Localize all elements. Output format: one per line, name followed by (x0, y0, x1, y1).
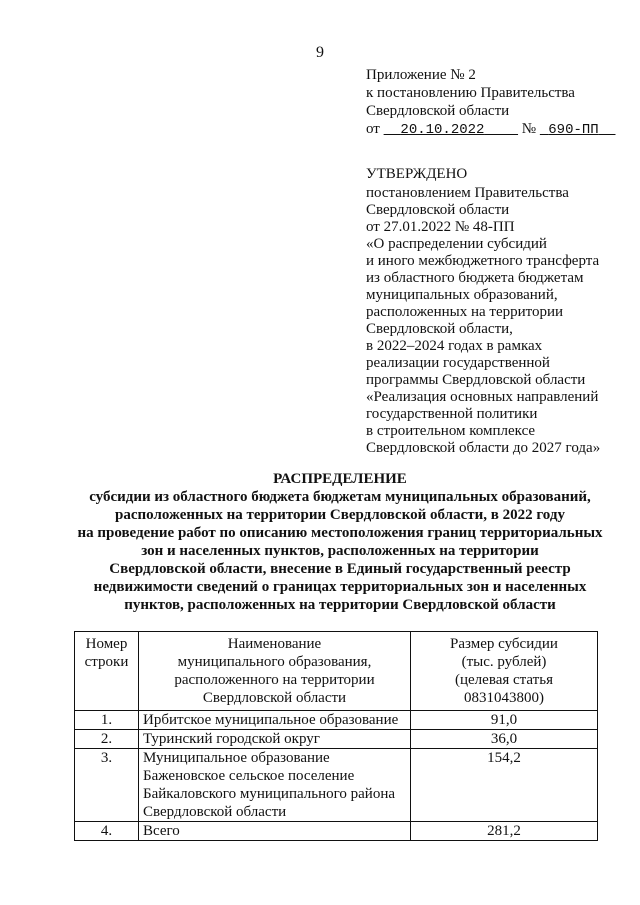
municipality-name-line: Ирбитское муниципальное образование (143, 712, 399, 728)
approved-line: и иного межбюджетного трансферта (366, 253, 600, 269)
subsidy-amount-cell: 281,2 (411, 822, 598, 841)
approved-block (366, 166, 600, 457)
approved-line: из областного бюджета бюджетам (366, 270, 584, 286)
municipality-name-cell (139, 822, 411, 841)
header-text-line: строки (84, 654, 129, 670)
appendix-number-prefix: № (521, 121, 537, 137)
approved-line: «Реализация основных направлений (366, 389, 599, 405)
title-line: расположенных на территории Свердловской области, в 2022 году (115, 507, 565, 523)
approved-line: «О распределении субсидий (366, 236, 547, 252)
approved-line: муниципальных образований, (366, 287, 558, 303)
row-number-cell: 4. (75, 822, 139, 841)
table-header-row (75, 632, 598, 711)
title-line: зон и населенных пунктов, расположенных на территории (141, 543, 539, 559)
appendix-date-prefix: от (366, 121, 380, 137)
appendix-date-line (366, 120, 616, 139)
appendix-number: 690-ПП (548, 122, 599, 138)
title-heading: РАСПРЕДЕЛЕНИЕ (273, 471, 407, 487)
title-line: недвижимости сведений о границах территориальных зон и населенных (93, 579, 587, 595)
approved-line: реализации государственной (366, 355, 550, 371)
approved-line: государственной политики (366, 406, 538, 422)
municipality-name-line: Свердловской области (143, 804, 287, 820)
header-text-line: (тыс. рублей) (461, 654, 547, 670)
approved-line: Свердловской области, (366, 321, 513, 337)
header-municipality-name (139, 632, 411, 711)
municipality-name-cell (139, 711, 411, 730)
municipality-name-cell (139, 749, 411, 822)
header-text-line: расположенного на территории (174, 672, 375, 688)
header-text-line: 0831043800) (464, 690, 544, 706)
appendix-block (366, 66, 616, 139)
row-number-cell: 1. (75, 711, 139, 730)
appendix-line-1: Приложение № 2 (366, 67, 476, 83)
subsidy-amount-cell: 154,2 (411, 749, 598, 822)
table-row (75, 749, 598, 822)
municipality-name-line: Туринский городской округ (143, 731, 320, 747)
table-row (75, 822, 598, 841)
subsidy-amount-cell: 91,0 (411, 711, 598, 730)
document-title (60, 470, 620, 614)
approved-line: расположенных на территории (366, 304, 564, 320)
header-text-line: Размер субсидии (450, 636, 558, 652)
title-line: Свердловской области, внесение в Единый государственный реестр (109, 561, 571, 577)
approved-line: в 2022–2024 годах в рамках (366, 338, 543, 354)
title-line: на проведение работ по описанию местоположения границ территориальных (77, 525, 603, 541)
approved-heading: УТВЕРЖДЕНО (366, 166, 468, 182)
approved-line: Свердловской области до 2027 года» (366, 440, 601, 456)
table-row (75, 730, 598, 749)
distribution-table (74, 631, 598, 841)
municipality-name-line: Байкаловского муниципального района (143, 786, 396, 802)
title-line: пунктов, расположенных на территории Свердловской области (124, 597, 556, 613)
table-body (75, 711, 598, 841)
page-number: 9 (316, 44, 324, 61)
title-lines (60, 488, 620, 614)
approved-line: в строительном комплексе (366, 423, 536, 439)
header-text-line: (целевая статья (455, 672, 553, 688)
header-text-line: Номер (85, 636, 128, 652)
approved-line: постановлением Правительства (366, 185, 569, 201)
row-number-cell: 2. (75, 730, 139, 749)
approved-line: Свердловской области (366, 202, 510, 218)
municipality-name-line: Всего (143, 823, 180, 839)
appendix-date: 20.10.2022 (400, 122, 485, 138)
title-line: субсидии из областного бюджета бюджетам муниципальных образований, (89, 489, 591, 505)
approved-line: программы Свердловской области (366, 372, 586, 388)
approved-line: от 27.01.2022 № 48-ПП (366, 219, 515, 235)
appendix-line-2: к постановлению Правительства (366, 85, 575, 101)
municipality-name-line: Баженовское сельское поселение (143, 768, 355, 784)
header-text-line: Свердловской области (202, 690, 347, 706)
table-row (75, 711, 598, 730)
subsidy-amount-cell: 36,0 (411, 730, 598, 749)
header-row-number (75, 632, 139, 711)
municipality-name-line: Муниципальное образование (143, 750, 330, 766)
header-text-line: Наименование (227, 636, 322, 652)
header-text-line: муниципального образования, (177, 654, 372, 670)
approved-lines (366, 185, 600, 457)
municipality-name-cell (139, 730, 411, 749)
header-subsidy-amount (411, 632, 598, 711)
appendix-line-3: Свердловской области (366, 103, 510, 119)
row-number-cell: 3. (75, 749, 139, 822)
